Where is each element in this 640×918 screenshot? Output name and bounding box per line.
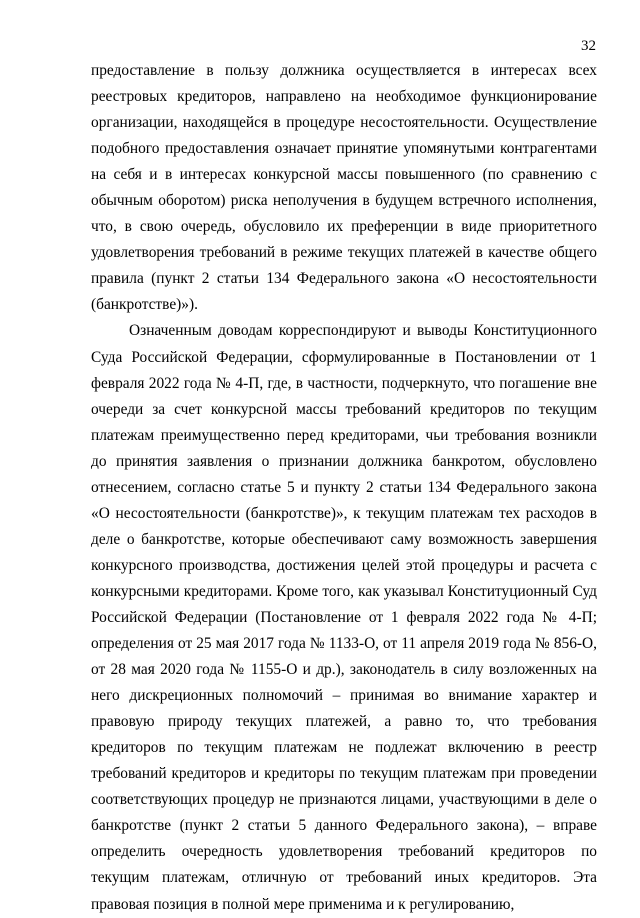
page-number: 32 [581, 38, 596, 54]
paragraph: Означенным доводам корреспондируют и выводы Конституционного Суда Российской Федерации, сформулированные в Постановлении от 1 февраля 2022 года № 4-П, где, в частности, подчеркнуто, что погашение вне очереди за счет конкурсной массы требований кредиторов по текущим платежам преимущественно перед кредиторами, чьи требования возникли до принятия заявления о признании должника банкротом, обусловлено отнесением, согласно статье 5 и пункту 2 статьи 134 Федерального закона «О несостоятельности (банкротстве)», к текущим платежам тех расходов в деле о банкротстве, которые обеспечивают саму возможность завершения конкурсного производства, достижения целей этой процедуры и расчета с конкурсными кредиторами. Кроме того, как указывал Конституционный Суд Российской Федерации (Постановление от 1 февраля 2022 года № 4-П; определения от 25 мая 2017 года № 1133-О, от 11 апреля 2019 года № 856-О, от 28 мая 2020 года № 1155-О и др.), законодатель в силу возложенных на него дискреционных полномочий – принимая во внимание характер и правовую природу текущих платежей, а равно то, что требования кредиторов по текущим платежам не подлежат включению в реестр требований кредиторов и кредиторы по текущим платежам при проведении соответствующих процедур не признаются лицами, участвующими в деле о банкротстве (пункт 2 статьи 5 данного Федерального закона), – вправе определить очередность удовлетворения требований кредиторов по текущим платежам, отличную от требований иных кредиторов. Эта правовая позиция в полной мере применима и к регулированию, [91, 322, 597, 913]
paragraph-continuation: предоставление в пользу должника осуществляется в интересах всех реестровых кредиторов, направлено на необходимое функционирование организации, находящейся в процедуре несостоятельности. Осуществление подобного предоставления означает принятие упомянутыми контрагентами на себя и в интересах конкурсной массы повышенного (по сравнению с обычным оборотом) риска неполучения в будущем встречного исполнения, что, в свою очередь, обусловило их преференции в виде приоритетного удовлетворения требований в режиме текущих платежей в качестве общего правила (пункт 2 статьи 134 Федерального закона «О несостоятельности (банкротстве)»). [91, 62, 597, 314]
document-body [91, 58, 597, 918]
